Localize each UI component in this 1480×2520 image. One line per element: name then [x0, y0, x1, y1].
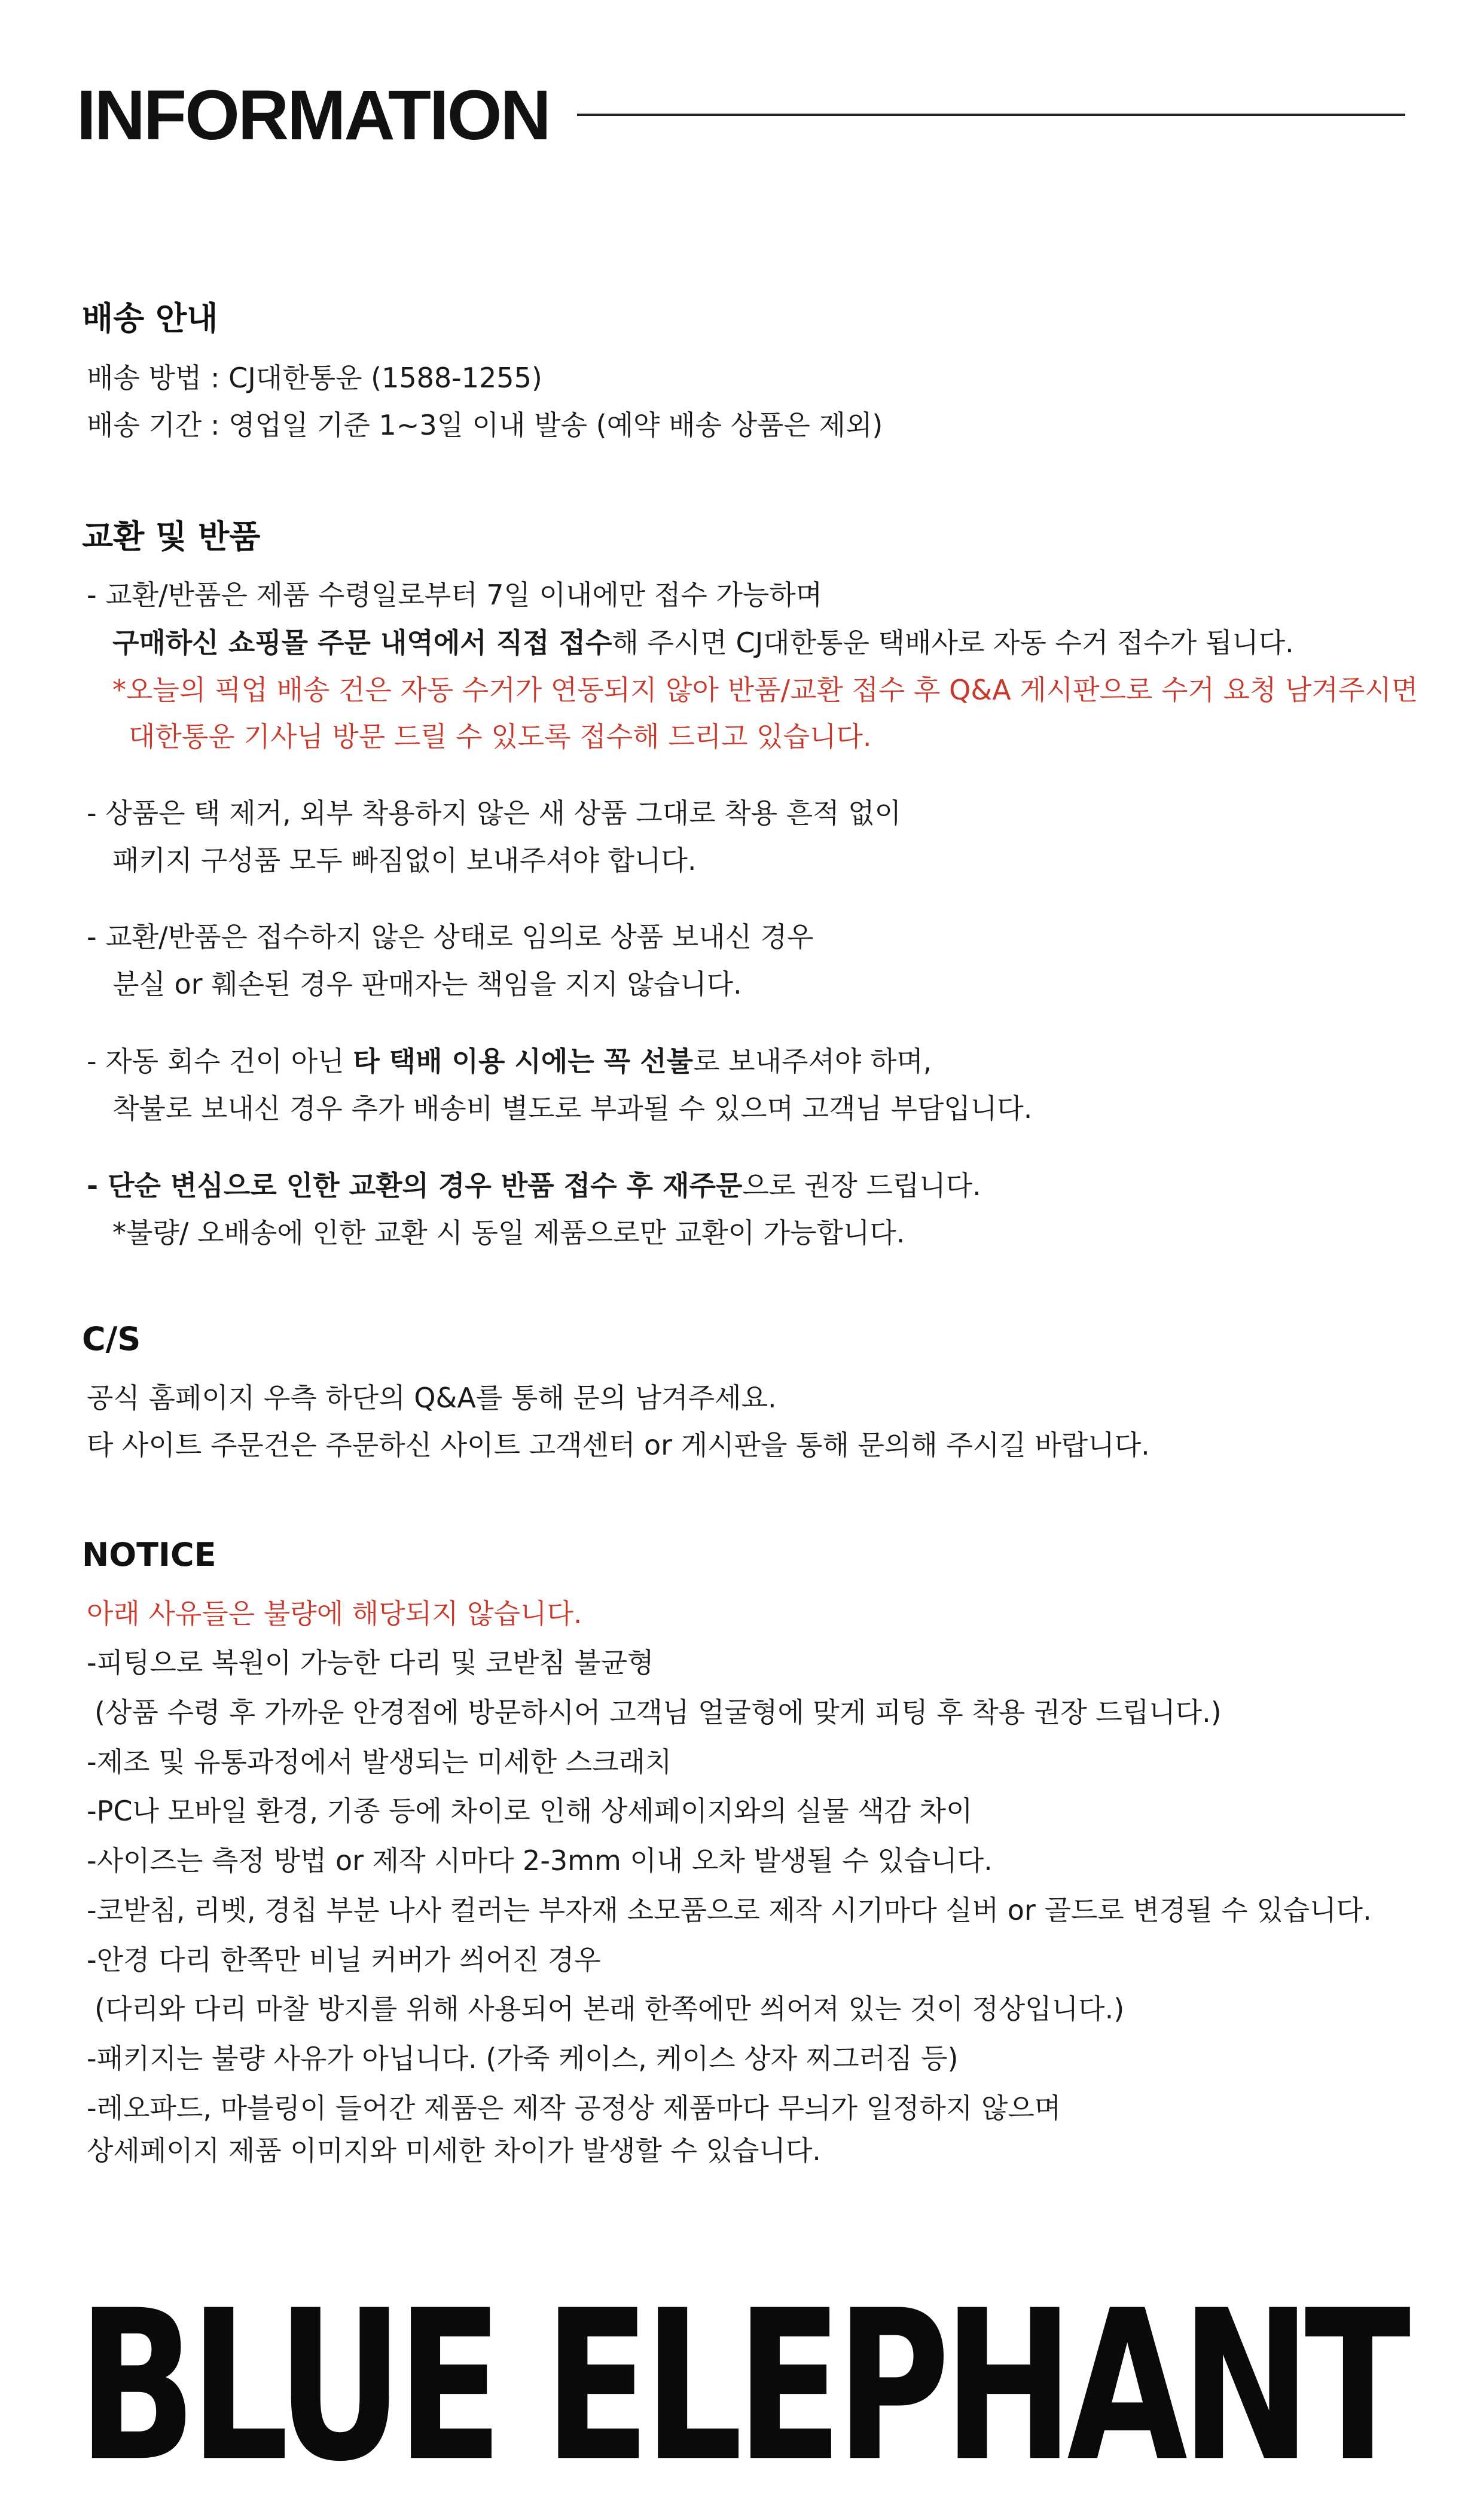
cs-line-1: 공식 홈페이지 우측 하단의 Q&A를 통해 문의 남겨주세요.: [87, 1382, 777, 1414]
header-divider: [577, 114, 1405, 116]
notice-line: -패키지는 불량 사유가 아닙니다. (가죽 케이스, 케이스 상자 찌그러짐 등): [87, 2042, 959, 2075]
returns-item-4-bold: 타 택배 이용 시에는 꼭 선불: [353, 1045, 694, 1077]
returns-item-4: [87, 1042, 932, 1080]
returns-pickup-note-2: 대한통운 기사님 방문 드릴 수 있도록 접수해 드리고 있습니다.: [129, 720, 872, 753]
shipping-section-title: 배송 안내: [82, 300, 218, 337]
notice-line: -제조 및 유통과정에서 발생되는 미세한 스크래치: [87, 1746, 672, 1778]
returns-item-5-bold: - 단순 변심으로 인한 교환의 경우 반품 접수 후 재주문: [87, 1169, 743, 1202]
returns-item-2-detail: 패키지 구성품 모두 빠짐없이 보내주셔야 합니다.: [112, 844, 697, 876]
returns-item-5-post: 으로 권장 드립니다.: [742, 1169, 981, 1202]
returns-item-1-rest: 해 주시면 CJ대한통운 택배사로 자동 수거 접수가 됩니다.: [612, 627, 1294, 659]
shipping-method: 배송 방법 : CJ대한통운 (1588-1255): [87, 362, 542, 394]
returns-item-4-pre: - 자동 회수 건이 아닌: [87, 1045, 353, 1077]
returns-section-title: 교환 및 반품: [82, 518, 261, 555]
shipping-period: 배송 기간 : 영업일 기준 1~3일 이내 발송 (예약 배송 상품은 제외): [87, 409, 883, 441]
returns-item-3-detail: 분실 or 훼손된 경우 판매자는 책임을 지지 않습니다.: [112, 968, 742, 1000]
notice-line: -사이즈는 측정 방법 or 제작 시마다 2-3mm 이내 오차 발생될 수 있습니다.: [87, 1844, 993, 1877]
notice-line: -피팅으로 복원이 가능한 다리 및 코받침 불균형: [87, 1647, 654, 1679]
notice-line: (상품 수령 후 가까운 안경점에 방문하시어 고객님 얼굴형에 맞게 피팅 후 착용 권장 드립니다.): [94, 1696, 1222, 1728]
notice-section-title: NOTICE: [82, 1536, 216, 1574]
returns-item-5-detail: *불량/ 오배송에 인한 교환 시 동일 제품으로만 교환이 가능합니다.: [112, 1217, 905, 1249]
notice-line: -안경 다리 한쪽만 비닐 커버가 씌어진 경우: [87, 1944, 601, 1976]
notice-line: 상세페이지 제품 이미지와 미세한 차이가 발생할 수 있습니다.: [87, 2134, 821, 2167]
notice-line: -레오파드, 마블링이 들어간 제품은 제작 공정상 제품마다 무늬가 일정하지 않으며: [87, 2092, 1061, 2124]
returns-pickup-note: *오늘의 픽업 배송 건은 자동 수거가 연동되지 않아 반품/교환 접수 후 Q&A 게시판으로 수거 요청 남겨주시면: [112, 674, 1418, 706]
notice-intro: 아래 사유들은 불량에 해당되지 않습니다.: [87, 1597, 582, 1630]
page-header: [77, 77, 1405, 154]
page-title: INFORMATION: [77, 76, 550, 155]
cs-line-2: 타 사이트 주문건은 주문하신 사이트 고객센터 or 게시판을 통해 문의해 주시길 바랍니다.: [87, 1429, 1150, 1461]
returns-item-1: - 교환/반품은 제품 수령일로부터 7일 이내에만 접수 가능하며: [87, 579, 823, 611]
notice-line: -코받침, 리벳, 경칩 부분 나사 컬러는 부자재 소모품으로 제작 시기마다 실버 or 골드로 변경될 수 있습니다.: [87, 1894, 1372, 1926]
returns-item-3: - 교환/반품은 접수하지 않은 상태로 임의로 상품 보내신 경우: [87, 921, 814, 953]
cs-section-title: C/S: [82, 1320, 141, 1358]
returns-item-1-bold: 구매하신 쇼핑몰 주문 내역에서 직접 접수: [112, 627, 612, 659]
brand-logo: [78, 2265, 1405, 2507]
notice-line: (다리와 다리 마찰 방지를 위해 사용되어 본래 한쪽에만 씌어져 있는 것이 정상입니다.): [94, 1993, 1125, 2025]
brand-wordmark: BLUE ELEPHANT: [78, 2265, 1405, 2507]
returns-item-4-post: 로 보내주셔야 하며,: [693, 1045, 932, 1077]
returns-item-1-detail: [112, 624, 1294, 662]
returns-item-4-detail: 착불로 보내신 경우 추가 배송비 별도로 부과될 수 있으며 고객님 부담입니다.: [112, 1092, 1033, 1125]
returns-item-5: [87, 1166, 981, 1205]
notice-line: -PC나 모바일 환경, 기종 등에 차이로 인해 상세페이지와의 실물 색감 차이: [87, 1795, 973, 1827]
returns-item-2: - 상품은 택 제거, 외부 착용하지 않은 새 상품 그대로 착용 흔적 없이: [87, 797, 902, 829]
